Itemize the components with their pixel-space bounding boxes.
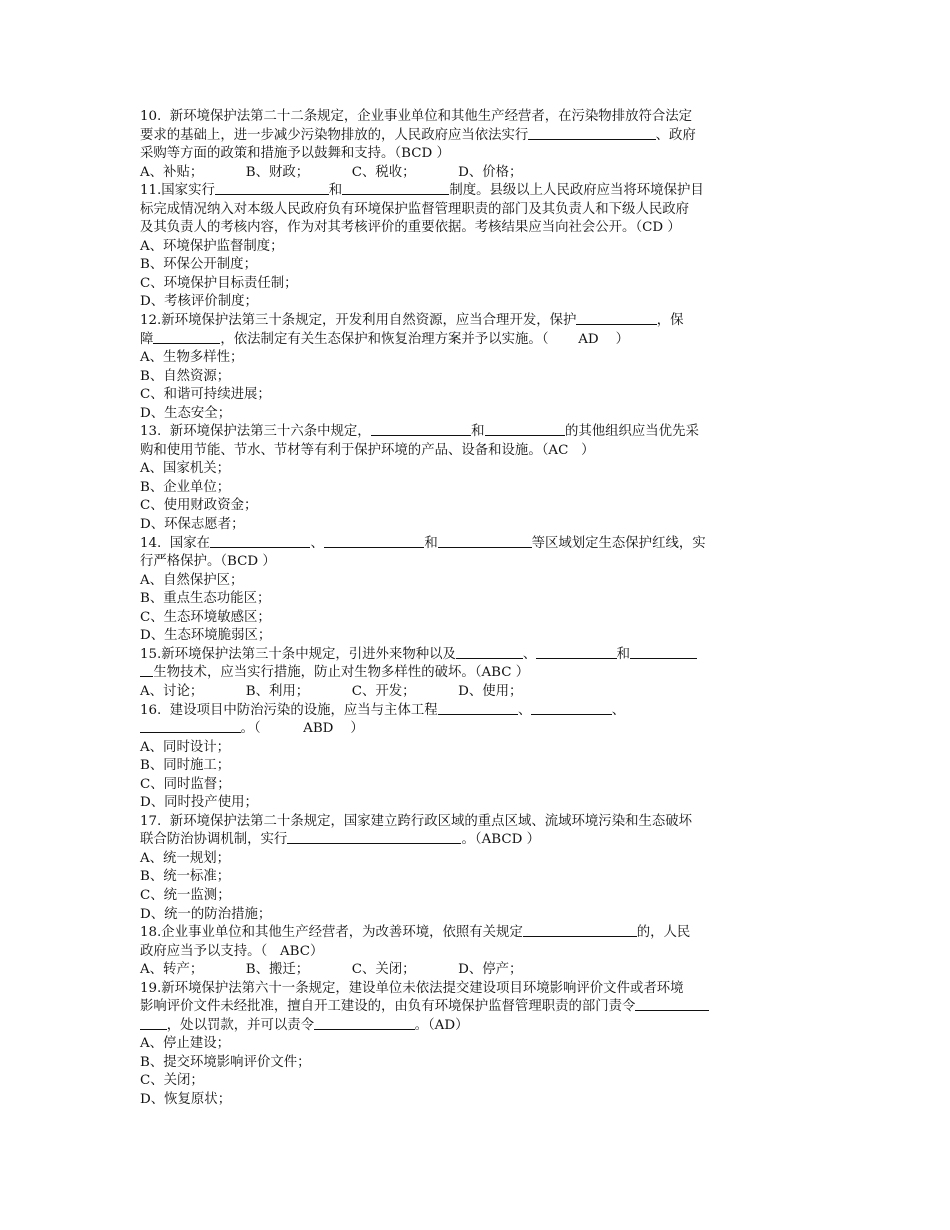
- line-text: A、统一规划；: [140, 850, 231, 866]
- fill-in-blank: [531, 702, 611, 715]
- document-line: [140, 535, 840, 554]
- line-text: 购和使用节能、节水、节材等有利于保护环境的产品、设备和设施。（AC ）: [140, 442, 595, 458]
- line-text: B、环保公开制度；: [140, 257, 257, 273]
- line-text: A、国家机关；: [140, 461, 231, 477]
- line-text: 和: [616, 646, 631, 662]
- document-line: [140, 906, 840, 925]
- document-line: [140, 1072, 840, 1091]
- document-line: [140, 108, 840, 127]
- document-line: [140, 219, 840, 238]
- line-text: B、提交环境影响评价文件；: [140, 1054, 311, 1070]
- fill-in-blank: [630, 646, 697, 659]
- line-text: 采购等方面的政策和措施予以鼓舞和支持。（BCD ）: [140, 146, 450, 162]
- fill-in-blank: [536, 646, 616, 659]
- line-text: 生物技术，应当实行措施，防止对生物多样性的破坏。（ABC ）: [153, 665, 530, 681]
- fill-in-blank: [576, 312, 656, 325]
- line-text: 、: [518, 702, 532, 718]
- document-line: [140, 1091, 840, 1110]
- fill-in-blank: [140, 664, 153, 677]
- document-line: [140, 627, 840, 646]
- document-line: [140, 553, 840, 572]
- line-text: 14. 国家在: [140, 535, 210, 551]
- line-text: 10. 新环境保护法第二十二条规定，企业事业单位和其他生产经营者，在污染物排放符合法定: [140, 109, 693, 124]
- document-line: [140, 293, 840, 312]
- document-line: [140, 201, 840, 220]
- line-text: 、: [611, 702, 626, 718]
- line-text: 的，人民: [636, 925, 691, 941]
- document-line: [140, 646, 840, 665]
- document-line: [140, 924, 840, 943]
- line-text: 行严格保护。（BCD ）: [140, 554, 276, 570]
- fill-in-blank: [210, 535, 311, 548]
- document-line: [140, 1054, 840, 1073]
- fill-in-blank: [456, 646, 523, 659]
- line-text: A、讨论； B、利用； C、开发； D、使用；: [140, 683, 523, 699]
- document-line: [140, 887, 840, 906]
- line-text: ，保: [656, 313, 684, 329]
- line-text: D、环保志愿者；: [140, 517, 245, 533]
- document-line: [140, 516, 840, 535]
- document-line: [140, 850, 840, 869]
- document-line: [140, 1035, 840, 1054]
- document-line: [140, 664, 840, 683]
- fill-in-blank: [215, 182, 329, 195]
- line-text: A、同时设计；: [140, 739, 231, 755]
- document-line: [140, 961, 840, 980]
- line-text: A、补贴； B、财政； C、税收； D、价格；: [140, 164, 523, 180]
- document-line: [140, 683, 840, 702]
- line-text: B、同时施工；: [140, 758, 231, 774]
- fill-in-blank: [635, 998, 709, 1011]
- fill-in-blank: [485, 423, 565, 436]
- line-text: D、考核评价制度；: [140, 294, 258, 310]
- document-line: [140, 275, 840, 294]
- document-line: [140, 702, 840, 721]
- line-text: C、和谐可持续进展；: [140, 387, 271, 403]
- document-line: [140, 145, 840, 164]
- document-line: [140, 776, 840, 795]
- line-text: C、生态环境敏感区；: [140, 609, 271, 625]
- document-line: [140, 164, 840, 183]
- fill-in-blank: [371, 423, 472, 436]
- line-text: 19.新环境保护法第六十一条规定，建设单位未依法提交建设项目环境影响评价文件或者环境: [140, 980, 684, 996]
- line-text: D、生态环境脆弱区；: [140, 628, 272, 644]
- fill-in-blank: [528, 127, 655, 140]
- document-line: [140, 609, 840, 628]
- line-text: 和: [424, 535, 438, 551]
- document-line: [140, 479, 840, 498]
- document-line: [140, 405, 840, 424]
- fill-in-blank: [438, 702, 518, 715]
- line-text: 及其负责人的考核内容，作为对其考核评价的重要依据。考核结果应当向社会公开。（CD ）: [140, 220, 681, 236]
- fill-in-blank: [438, 535, 532, 548]
- line-text: ，处以罚款，并可以责令: [166, 1017, 315, 1033]
- line-text: 17. 新环境保护法第二十条规定，国家建立跨行政区域的重点区域、流域环境污染和生态破坏: [140, 813, 693, 829]
- line-text: A、停止建设；: [140, 1036, 231, 1052]
- line-text: 影响评价文件未经批准，擅自开工建设的，由负有环境保护监督管理职责的部门责令: [140, 999, 636, 1015]
- line-text: 障: [140, 331, 154, 347]
- fill-in-blank: [287, 831, 461, 844]
- line-text: 要求的基础上，进一步减少污染物排放的，人民政府应当依法实行: [140, 127, 529, 143]
- document-line: [140, 331, 840, 350]
- line-text: 、政府: [655, 127, 696, 143]
- document-line: [140, 572, 840, 591]
- fill-in-blank: [140, 1017, 167, 1030]
- line-text: 18.企业事业单位和其他生产经营者，为改善环境，依照有关规定: [140, 925, 523, 941]
- line-text: C、环境保护目标责任制；: [140, 275, 298, 291]
- document-line: [140, 256, 840, 275]
- document-line: [140, 998, 840, 1017]
- document-line: [140, 757, 840, 776]
- document-line: [140, 442, 840, 461]
- fill-in-blank: [342, 182, 449, 195]
- document-line: [140, 980, 840, 999]
- line-text: C、统一监测；: [140, 887, 231, 903]
- document-line: [140, 238, 840, 257]
- document-line: [140, 868, 840, 887]
- line-text: C、同时监督；: [140, 776, 231, 792]
- line-text: 13. 新环境保护法第三十六条中规定，: [140, 424, 371, 440]
- line-text: 政府应当予以支持。（ ABC）: [140, 943, 324, 959]
- line-text: D、统一的防治措施；: [140, 906, 272, 922]
- line-text: 。（ ABD ）: [240, 721, 364, 737]
- line-text: 。（AD）: [414, 1017, 469, 1033]
- line-text: D、生态安全；: [140, 405, 232, 421]
- line-text: ，依法制定有关生态保护和恢复治理方案并予以实施。（ AD ）: [220, 331, 630, 347]
- fill-in-blank: [523, 924, 637, 937]
- document-page: [140, 108, 840, 1110]
- document-line: [140, 386, 840, 405]
- line-text: 制度。县级以上人民政府应当将环境保护目: [449, 183, 704, 199]
- document-line: [140, 831, 840, 850]
- document-line: [140, 813, 840, 832]
- line-text: B、企业单位；: [140, 479, 231, 495]
- document-line: [140, 720, 840, 739]
- line-text: A、环境保护监督制度；: [140, 238, 284, 254]
- document-line: [140, 460, 840, 479]
- line-text: 、: [522, 646, 537, 662]
- line-text: 、: [310, 535, 324, 551]
- document-line: [140, 943, 840, 962]
- line-text: 11.国家实行: [140, 183, 215, 199]
- document-line: [140, 739, 840, 758]
- line-text: B、统一标准；: [140, 869, 231, 885]
- line-text: 12.新环境保护法第三十条规定，开发利用自然资源，应当合理开发，保护: [140, 313, 577, 329]
- line-text: D、恢复原状；: [140, 1091, 232, 1107]
- line-text: 标完成情况纳入对本级人民政府负有环境保护监督管理职责的部门及其负责人和下级人民政府: [140, 201, 690, 217]
- document-line: [140, 312, 840, 331]
- line-text: 和: [471, 424, 485, 440]
- document-line: [140, 794, 840, 813]
- document-line: [140, 349, 840, 368]
- line-text: 等区域划定生态保护红线，实: [531, 535, 706, 551]
- fill-in-blank: [140, 720, 241, 733]
- document-line: [140, 423, 840, 442]
- line-text: 16. 建设项目中防治污染的设施，应当与主体工程: [140, 702, 438, 718]
- document-line: [140, 590, 840, 609]
- fill-in-blank: [153, 331, 220, 344]
- line-text: 和: [328, 183, 343, 199]
- document-line: [140, 1017, 840, 1036]
- line-text: B、重点生态功能区；: [140, 591, 271, 607]
- line-text: 联合防治协调机制，实行: [140, 832, 288, 848]
- line-text: 的其他组织应当优先采: [564, 424, 699, 440]
- line-text: B、自然资源；: [140, 368, 231, 384]
- line-text: A、转产； B、搬迁； C、关闭； D、停产；: [140, 962, 523, 978]
- document-line: [140, 497, 840, 516]
- line-text: 15.新环境保护法第三十条中规定，引进外来物种以及: [140, 646, 456, 662]
- fill-in-blank: [324, 535, 425, 548]
- line-text: 。（ABCD ）: [461, 832, 540, 848]
- document-line: [140, 368, 840, 387]
- line-text: A、生物多样性；: [140, 350, 244, 366]
- document-line: [140, 127, 840, 146]
- line-text: C、关闭；: [140, 1073, 204, 1089]
- line-text: C、使用财政资金；: [140, 498, 258, 514]
- document-line: [140, 182, 840, 201]
- line-text: D、同时投产使用；: [140, 795, 258, 811]
- line-text: A、自然保护区；: [140, 572, 244, 588]
- fill-in-blank: [314, 1017, 415, 1030]
